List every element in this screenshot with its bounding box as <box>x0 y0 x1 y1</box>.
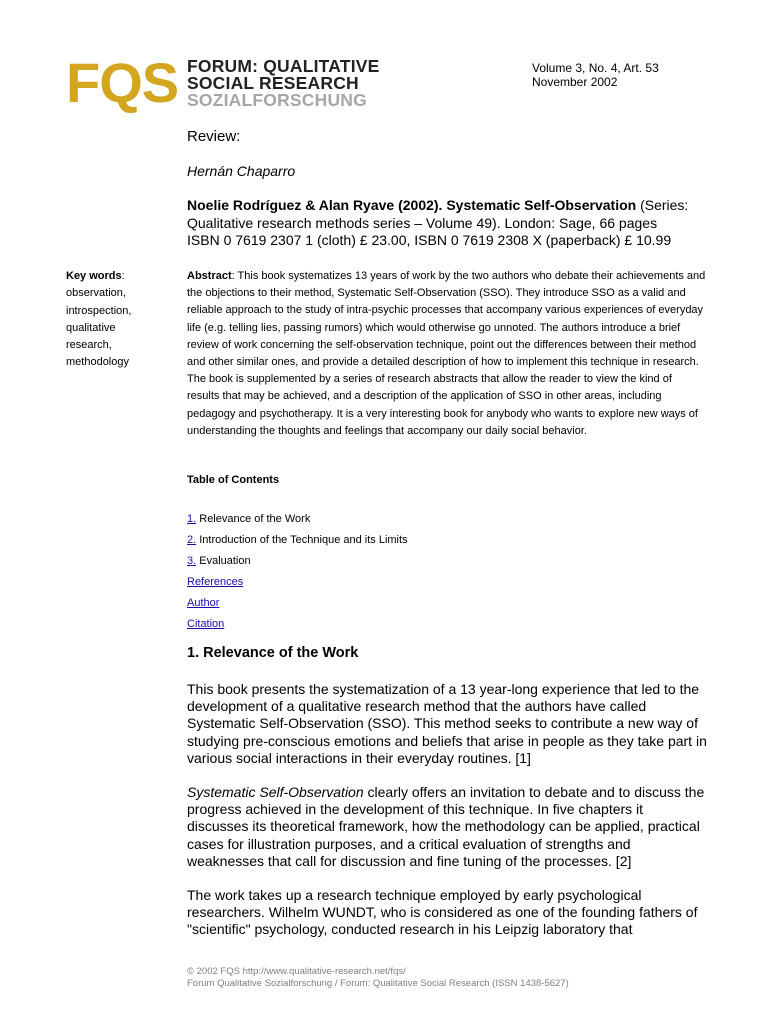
page-footer <box>187 966 569 991</box>
toc-title: Table of Contents <box>187 474 280 486</box>
paragraph-2-book-title: Systematic Self-Observation <box>187 784 364 800</box>
keywords-label: Key words <box>66 270 122 282</box>
masthead-line-3: SOZIALFORSCHUNG <box>187 90 367 110</box>
keyword: methodology <box>66 356 129 369</box>
keyword: observation, <box>66 287 126 300</box>
book-series: (Series: Qualitative research methods series – Volume 49). London: Sage, 66 pages <box>187 197 689 231</box>
issue-info <box>532 61 659 89</box>
toc-link-2[interactable]: 2. <box>187 534 197 546</box>
masthead-line-2: SOCIAL RESEARCH <box>187 73 359 93</box>
review-label: Review: <box>187 128 241 145</box>
paragraph-1: This book presents the systematization of a 13 year-long experience that led to the development of a qualitative research method that the authors have called Systematic Self-Observation (SSO). This method seeks to contribute a new way of studying pre-conscious emotions and beliefs that arise in people as they take part in various social interactions in their everyday routines. [1] <box>187 681 707 766</box>
keyword: qualitative <box>66 321 116 334</box>
toc-link-references[interactable]: References <box>187 576 244 588</box>
issue-volume: Volume 3, No. 4, Art. 53 <box>532 61 659 75</box>
toc-link-1[interactable]: 1. <box>187 513 197 525</box>
toc-link-citation[interactable]: Citation <box>187 618 225 630</box>
table-of-contents <box>187 509 707 635</box>
footer-copyright: © 2002 FQS http://www.qualitative-research.net/fqs/ <box>187 966 406 977</box>
footer-journal: Forum Qualitative Sozialforschung / Forum: Qualitative Social Research (ISSN 1438-5627) <box>187 978 569 990</box>
toc-link-author[interactable]: Author <box>187 597 220 609</box>
masthead-line-1: FORUM: QUALITATIVE <box>187 56 380 76</box>
journal-masthead <box>187 58 380 109</box>
paragraph-2 <box>187 784 707 870</box>
keyword: introspection, <box>66 304 132 317</box>
abstract-text: : This book systematizes 13 years of work by the two authors who debate their achievements and the objections to their method, Systematic Self-Observation (SSO). They introduce SSO as a valid and reliable approach to the study of intra-psychic processes that accompany various experiences of everyday life (e.g. telling lies, passing rumors) which would otherwise go unnoted. The authors introduce a brief review of work concerning the self-observation technique, point out the differences between their method and other similar ones, and provide a detailed description of how to implement this technique in research. The book is supplemented by a series of research abstracts that allow the reader to view the kind of results that may be achieved, and a description of the application of SSO in other areas, including pedagogy and psychotherapy. It is a very interesting book for anybody who wants to explore new ways of understanding the thoughts and feelings that accompany our daily social behavior. <box>187 270 706 437</box>
toc-item-label: Introduction of the Technique and its Limits <box>196 534 408 546</box>
abstract-label: Abstract <box>187 270 232 282</box>
paragraph-2-text: clearly offers an invitation to debate and to discuss the progress achieved in the development of this technique. In five chapters it discusses its theoretical framework, how the methodology can be applied, practical cases for illustration purposes, and a critical evaluation of strengths and weaknesses that call for discussion and fine tuning of the processes. [2] <box>187 784 705 869</box>
book-title: Noelie Rodríguez & Alan Ryave (2002). Systematic Self-Observation <box>187 197 637 213</box>
paragraph-3: The work takes up a research technique employed by early psychological researchers. Wilhelm WUNDT, who is considered as one of the founding fathers of "scientific" psychology, conducted research in his Leipzig laboratory that <box>187 887 698 938</box>
toc-item <box>187 509 707 530</box>
toc-link-3[interactable]: 3. <box>187 555 197 567</box>
keywords-colon: : <box>121 270 125 282</box>
toc-item-label: Relevance of the Work <box>196 513 311 525</box>
toc-item <box>187 572 707 593</box>
reviewer-name: Hernán Chaparro <box>187 163 296 179</box>
fqs-logo: FQS <box>66 51 179 114</box>
abstract <box>187 268 707 440</box>
keywords-sidebar <box>66 268 176 372</box>
issue-date: November 2002 <box>532 75 618 89</box>
book-citation <box>187 197 707 250</box>
toc-item <box>187 593 707 614</box>
keyword: research, <box>66 339 112 352</box>
toc-item <box>187 530 707 551</box>
section-heading: 1. Relevance of the Work <box>187 645 359 661</box>
book-isbn: ISBN 0 7619 2307 1 (cloth) £ 23.00, ISBN 0 7619 2308 X (paperback) £ 10.99 <box>187 232 672 248</box>
toc-item <box>187 614 707 635</box>
toc-item-label: Evaluation <box>196 555 251 567</box>
toc-item <box>187 551 707 572</box>
